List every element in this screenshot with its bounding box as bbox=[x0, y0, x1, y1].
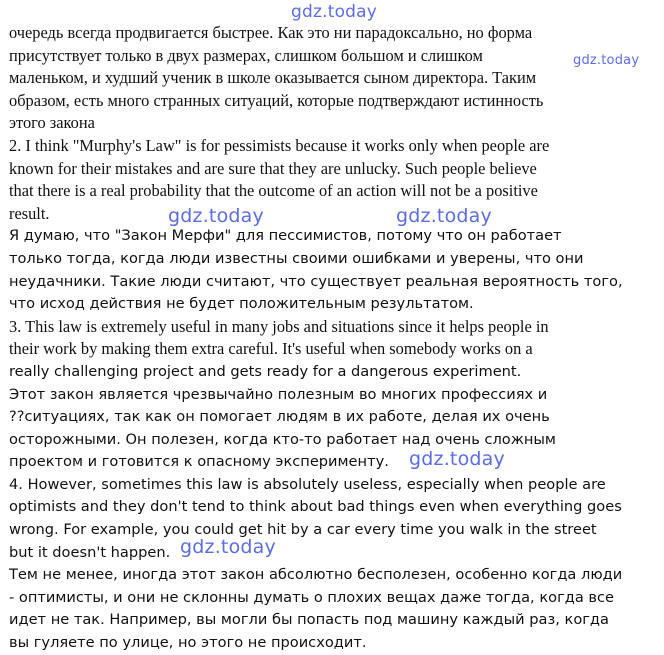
text-line: что исход действия не будет положительным результатом. bbox=[9, 295, 474, 313]
text-line: неудачники. Такие люди считают, что существует реальная вероятность того, bbox=[9, 272, 623, 290]
text-line: идет не так. Например, вы могли бы попасть под машину каждый раз, когда bbox=[9, 611, 609, 629]
text-line: осторожными. Он полезен, когда кто-то работает над очень сложным bbox=[9, 430, 556, 448]
text-line: Этот закон является чрезвычайно полезным во многих профессиях и bbox=[9, 385, 548, 403]
text-line: result. bbox=[9, 203, 50, 223]
text-line: вы гуляете по улице, но этого не происходит. bbox=[9, 634, 367, 652]
text-line: Тем не менее, иногда этот закон абсолютно бесполезен, особенно когда люди bbox=[9, 566, 623, 584]
watermark: gdz.today bbox=[409, 448, 505, 470]
text-line: присутствует только в двух размерах, слишком большом и слишком bbox=[9, 45, 483, 65]
text-line: очередь всегда продвигается быстрее. Как это ни парадоксально, но форма bbox=[9, 23, 533, 42]
text-line: optimists and they don't tend to think about bad things even when everything goes bbox=[9, 498, 622, 516]
text-line: 2. I think "Murphy's Law" is for pessimists because it works only when people are bbox=[9, 135, 550, 155]
text-line: ??ситуациях, так как он помогает людям в их работе, делая их очень bbox=[9, 408, 550, 426]
text-line: really challenging project and gets ready for a dangerous experiment. bbox=[9, 362, 522, 380]
text-line: but it doesn't happen. bbox=[9, 543, 171, 561]
watermark-top: gdz.today bbox=[291, 2, 378, 22]
text-line: wrong. For example, you could get hit by a car every time you walk in the street bbox=[9, 521, 597, 539]
text-line: Я думаю, что "Закон Мерфи" для пессимистов, потому что он работает bbox=[9, 227, 562, 245]
text-line: этого закона bbox=[9, 113, 95, 133]
text-line: that there is a real probability that the outcome of an action will not be a positive bbox=[9, 181, 538, 201]
watermark: gdz.today bbox=[396, 205, 492, 227]
text-line: проектом и готовится к опасному эксперименту. bbox=[9, 453, 389, 471]
watermark: gdz.today bbox=[180, 536, 276, 558]
watermark: gdz.today bbox=[573, 53, 640, 68]
text-line: маленьком, и худший ученик в школе оказывается сыном директора. Таким bbox=[9, 68, 537, 88]
text-line: только тогда, когда люди известны своими ошибками и уверены, что они bbox=[9, 249, 584, 267]
document-text bbox=[9, 22, 657, 655]
watermark: gdz.today bbox=[168, 205, 264, 227]
text-line: 4. However, sometimes this law is absolutely useless, especially when people are bbox=[9, 475, 606, 493]
text-line: their work by making them extra careful. It's useful when somebody works on a bbox=[9, 339, 533, 359]
text-line: - оптимисты, и они не склонны думать о плохих вещах даже тогда, когда все bbox=[9, 588, 615, 606]
text-line: образом, есть много странных ситуаций, которые подтверждают истинность bbox=[9, 90, 544, 110]
text-line: 3. This law is extremely useful in many jobs and situations since it helps people in bbox=[9, 316, 549, 336]
text-line: known for their mistakes and are sure that they are unlucky. Such people believe bbox=[9, 158, 537, 178]
